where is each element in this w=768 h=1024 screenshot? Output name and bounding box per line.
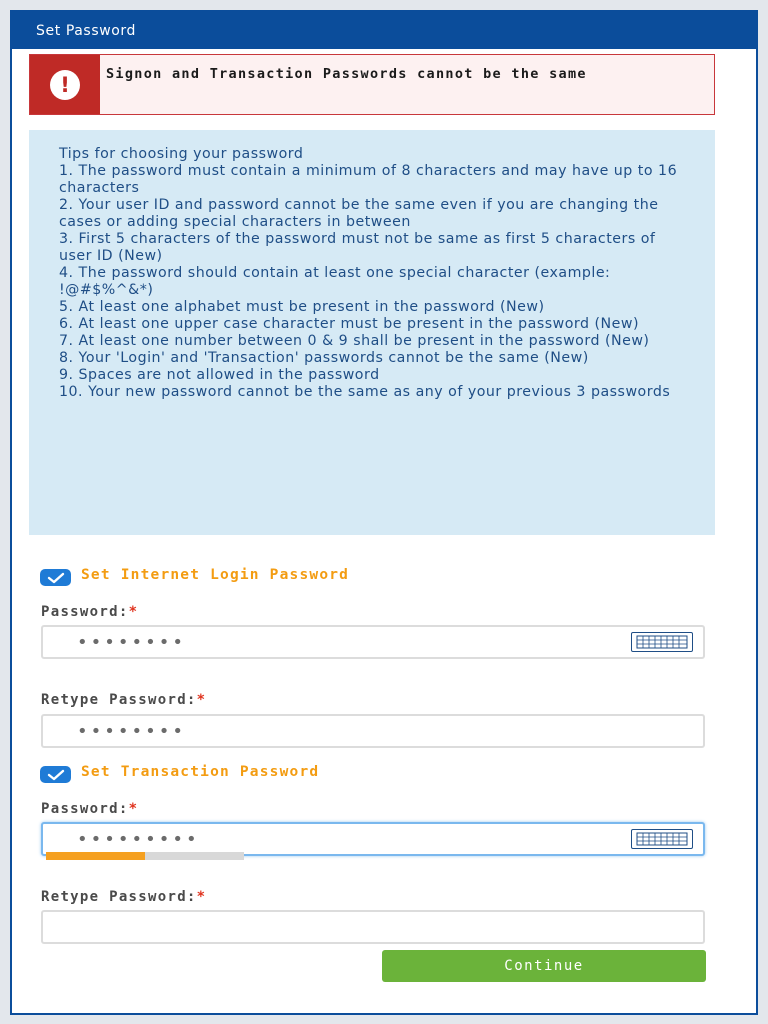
tip-item: 5. At least one alphabet must be present in the password (New) — [59, 299, 545, 315]
transaction-retype-label — [41, 889, 206, 905]
transaction-retype-input[interactable] — [41, 910, 705, 944]
transaction-password-label-text: Password: — [41, 801, 129, 817]
panel-title: Set Password — [36, 22, 137, 39]
exclamation-icon: ! — [50, 70, 80, 100]
password-strength-meter — [46, 852, 244, 860]
login-retype-input[interactable] — [41, 714, 705, 748]
keyboard-icon — [636, 635, 688, 649]
transaction-password-label — [41, 801, 138, 817]
login-password-input[interactable] — [41, 625, 705, 659]
login-password-checkbox[interactable] — [40, 569, 71, 586]
required-marker: * — [196, 692, 207, 708]
tip-item: 7. At least one number between 0 & 9 shall be present in the password (New) — [59, 333, 650, 349]
transaction-retype-label-text: Retype Password: — [41, 889, 197, 905]
tip-item: 6. At least one upper case character must be present in the password (New) — [59, 316, 640, 332]
error-icon-cell — [30, 55, 100, 114]
transaction-password-checkbox[interactable] — [40, 766, 71, 783]
continue-button[interactable]: Continue — [382, 950, 706, 982]
tip-item: 9. Spaces are not allowed in the password — [59, 367, 380, 383]
error-message: Signon and Transaction Passwords cannot be the same — [106, 66, 587, 82]
transaction-password-input[interactable] — [41, 822, 705, 856]
password-strength-fill — [46, 852, 145, 860]
checkmark-icon — [47, 769, 65, 781]
virtual-keyboard-icon[interactable] — [631, 829, 693, 849]
transaction-section-header — [40, 763, 319, 780]
transaction-section-label: Set Transaction Password — [81, 763, 320, 780]
tip-item: 3. First 5 characters of the password must not be same as first 5 characters of user ID (New) — [59, 231, 656, 264]
keyboard-icon — [636, 832, 688, 846]
checkmark-icon — [47, 572, 65, 584]
tips-title: Tips for choosing your password — [59, 146, 304, 162]
tip-item: 10. Your new password cannot be the same as any of your previous 3 passwords — [59, 384, 671, 400]
login-retype-value: •••••••• — [77, 720, 186, 742]
panel-header — [12, 12, 756, 49]
tip-item: 4. The password should contain at least one special character (example: !@#$%^&*) — [59, 265, 611, 298]
transaction-password-value: ••••••••• — [77, 828, 200, 850]
login-retype-label-text: Retype Password: — [41, 692, 197, 708]
login-section-label: Set Internet Login Password — [81, 566, 350, 583]
required-marker: * — [128, 604, 139, 620]
login-password-label-text: Password: — [41, 604, 129, 620]
tip-item: 1. The password must contain a minimum of 8 characters and may have up to 16 characters — [59, 163, 678, 196]
login-section-header — [40, 566, 349, 583]
tip-item: 2. Your user ID and password cannot be the same even if you are changing the cases or adding special characters in between — [59, 197, 659, 230]
required-marker: * — [128, 801, 139, 817]
login-retype-label — [41, 692, 206, 708]
error-alert — [29, 54, 715, 115]
tip-item: 8. Your 'Login' and 'Transaction' passwords cannot be the same (New) — [59, 350, 589, 366]
required-marker: * — [196, 889, 207, 905]
login-password-value: •••••••• — [77, 631, 186, 653]
virtual-keyboard-icon[interactable] — [631, 632, 693, 652]
password-tips — [29, 130, 715, 535]
top-strip — [0, 0, 768, 10]
login-password-label — [41, 604, 138, 620]
